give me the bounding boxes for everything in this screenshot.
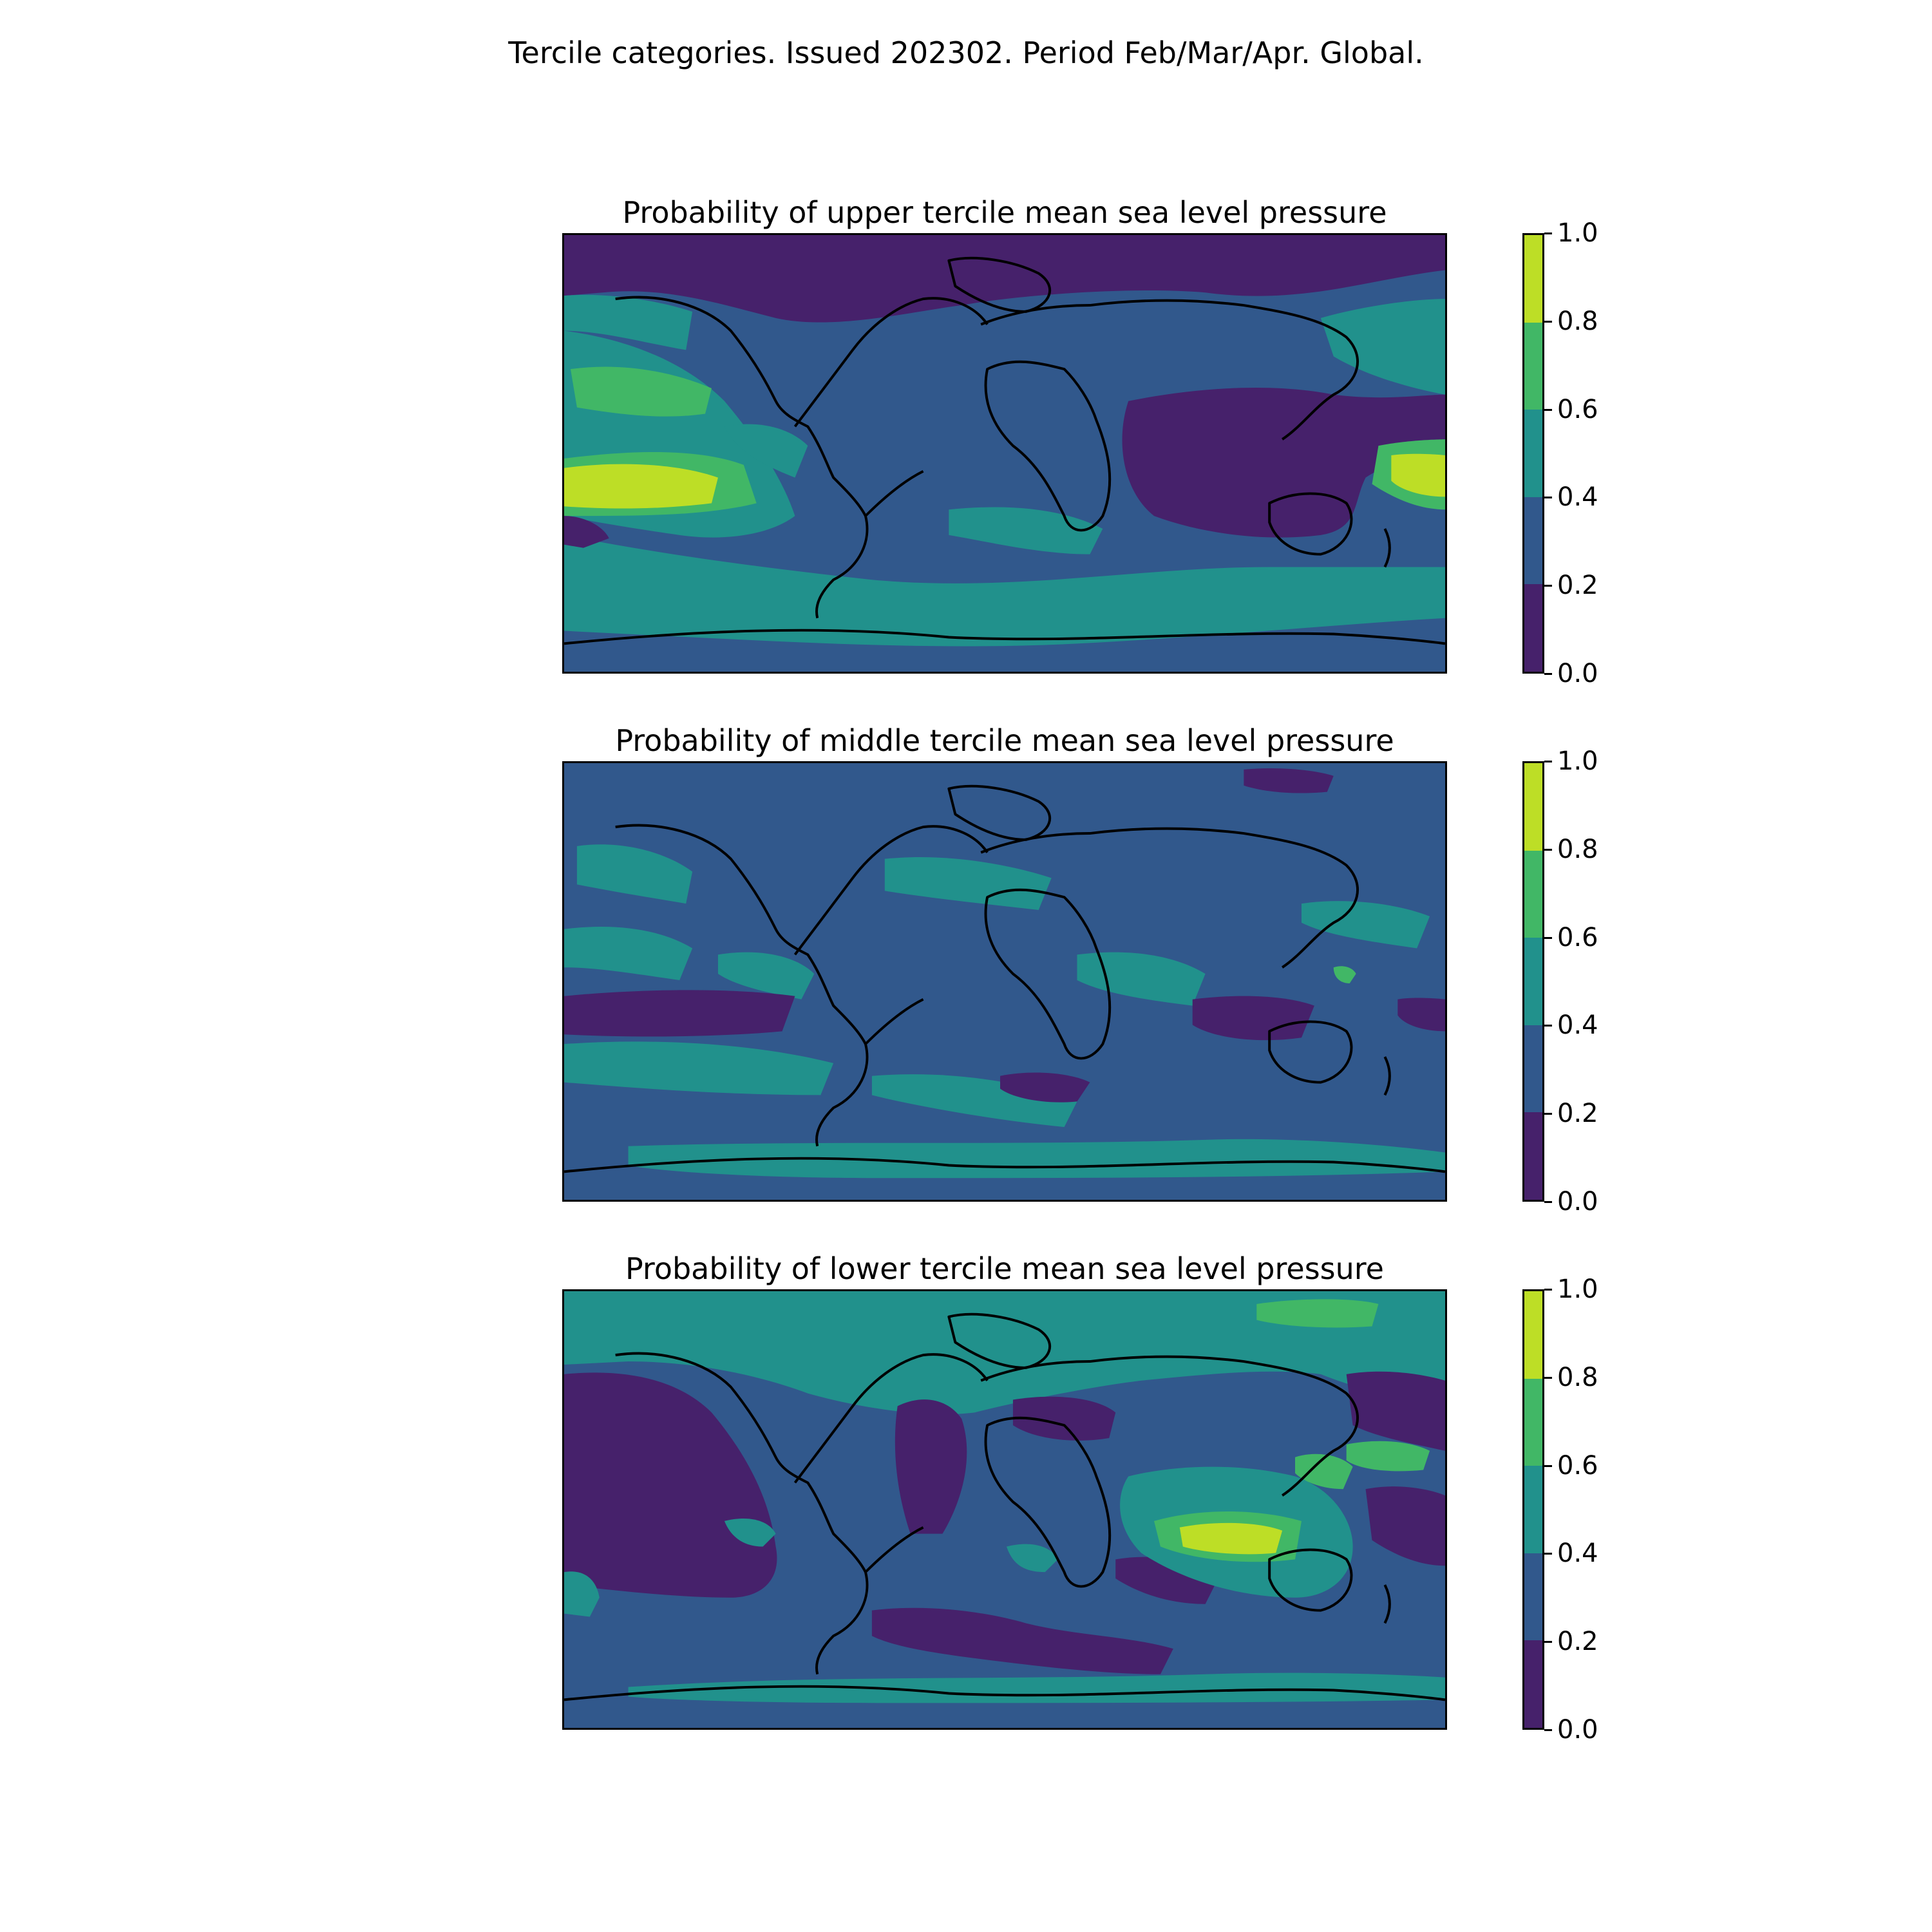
tick-label: 1.0	[1557, 218, 1598, 248]
colorbar-lower	[1522, 1289, 1544, 1730]
map-middle	[562, 761, 1447, 1202]
tick-label: 0.4	[1557, 482, 1598, 512]
panel-title: Probability of middle tercile mean sea level pressure	[615, 723, 1394, 758]
tick-label: 0.8	[1557, 307, 1598, 336]
panel-upper	[0, 193, 1932, 708]
colorbar-ticks	[1544, 746, 1634, 1217]
tick-label: 0.0	[1557, 1187, 1598, 1217]
tick-label: 1.0	[1557, 746, 1598, 776]
tick-label: 0.6	[1557, 1451, 1598, 1481]
tick-label: 0.0	[1557, 659, 1598, 688]
tick-label: 0.2	[1557, 1627, 1598, 1656]
tick-label: 0.6	[1557, 395, 1598, 424]
map-lower	[562, 1289, 1447, 1730]
map-upper	[562, 233, 1447, 674]
colorbar-ticks	[1544, 218, 1634, 688]
colorbar-upper	[1522, 233, 1544, 674]
tick-label: 0.6	[1557, 923, 1598, 952]
tick-label: 0.4	[1557, 1539, 1598, 1568]
tick-label: 1.0	[1557, 1274, 1598, 1304]
panel-lower	[0, 1249, 1932, 1765]
colorbar-ticks	[1544, 1274, 1634, 1745]
tick-label: 0.4	[1557, 1010, 1598, 1040]
panel-middle	[0, 721, 1932, 1236]
figure-title: Tercile categories. Issued 202302. Period Feb/Mar/Apr. Global.	[508, 35, 1424, 70]
tick-label: 0.2	[1557, 571, 1598, 600]
tick-label: 0.8	[1557, 835, 1598, 864]
panel-title: Probability of upper tercile mean sea level pressure	[622, 195, 1387, 230]
tick-label: 0.2	[1557, 1099, 1598, 1128]
colorbar-middle	[1522, 761, 1544, 1202]
tick-label: 0.8	[1557, 1363, 1598, 1392]
tick-label: 0.0	[1557, 1715, 1598, 1745]
panel-title: Probability of lower tercile mean sea level pressure	[625, 1251, 1384, 1286]
